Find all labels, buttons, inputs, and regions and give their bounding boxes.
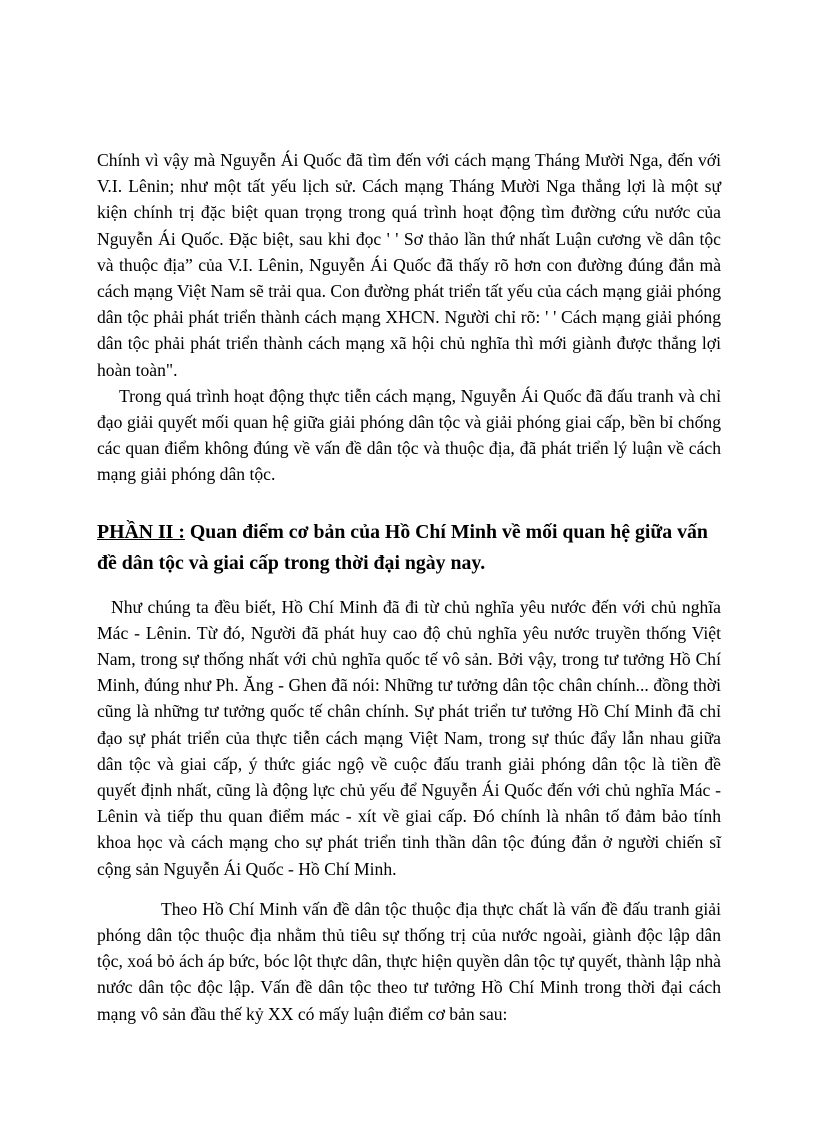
section-title: Quan điểm cơ bản của Hồ Chí Minh về mối quan hệ giữa vấn đề dân tộc và giai cấp trong thời đại ngày nay.	[97, 520, 708, 574]
paragraph-national-class-liberation: Trong quá trình hoạt động thực tiễn cách mạng, Nguyễn Ái Quốc đã đấu tranh và chỉ đạo giải quyết mối quan hệ giữa giải phóng dân tộc và giải phóng giai cấp, bền bỉ chống các quan điểm không đúng về vấn đề dân tộc và thuộc địa, đã phát triển lý luận về cách mạng giải phóng dân tộc.	[97, 385, 721, 485]
section-heading	[97, 517, 721, 579]
paragraph-lenin-october-revolution: Chính vì vậy mà Nguyễn Ái Quốc đã tìm đến với cách mạng Tháng Mười Nga, đến với V.I. Lênin; như một tất yếu lịch sử. Cách mạng Tháng Mười Nga thắng lợi là một sự kiện chính trị đặc biệt quan trọng trong quá trình hoạt động tìm đường cứu nước của Nguyễn Ái Quốc. Đặc biệt, sau khi đọc ' ' Sơ thảo lần thứ nhất Luận cương về dân tộc và thuộc địa” của V.I. Lênin, Nguyễn Ái Quốc đã thấy rõ hơn con đường đúng đắn mà cách mạng Việt Nam sẽ trải qua. Con đường phát triển tất yếu của cách mạng giải phóng dân tộc phải phát triển thành cách mạng XHCN. Người chỉ rõ: ' ' Cách mạng giải phóng dân tộc phải phát triển thành cách mạng xã hội chủ nghĩa thì mới giành được thắng lợi hoàn toàn".	[97, 150, 721, 380]
section-label: PHẦN II :	[97, 520, 185, 543]
paragraph-colonial-question: Theo Hồ Chí Minh vấn đề dân tộc thuộc địa thực chất là vấn đề đấu tranh giải phóng dân tộc thuộc địa nhằm thủ tiêu sự thống trị của nước ngoài, giành độc lập dân tộc, xoá bỏ ách áp bức, bóc lột thực dân, thực hiện quyền dân tộc tự quyết, thành lập nhà nước dân tộc độc lập. Vấn đề dân tộc theo tư tưởng Hồ Chí Minh trong thời đại cách mạng vô sản đầu thế kỷ XX có mấy luận điểm cơ bản sau:	[97, 898, 721, 1024]
paragraph-patriotism-marxism: Như chúng ta đều biết, Hồ Chí Minh đã đi từ chủ nghĩa yêu nước đến với chủ nghĩa Mác - Lênin. Từ đó, Người đã phát huy cao độ chủ nghĩa yêu nước truyền thống Việt Nam, trong sự thống nhất với chủ nghĩa quốc tế vô sản. Bởi vậy, trong tư tưởng Hồ Chí Minh, đúng như Ph. Ăng - Ghen đã nói: Những tư tưởng dân tộc chân chính... đồng thời cũng là những tư tưởng quốc tế chân chính. Sự phát triển tư tưởng Hồ Chí Minh đã chỉ đạo sự phát triển của thực tiễn cách mạng Việt Nam, trong sự thúc đẩy lẫn nhau giữa dân tộc và giai cấp, ý thức giác ngộ về cuộc đấu tranh giải phóng dân tộc là tiền đề quyết định nhất, cũng là động lực chủ yếu để Nguyễn Ái Quốc đến với chủ nghĩa Mác - Lênin và tiếp thu quan điểm mác - xít về giai cấp. Đó chính là nhân tố đảm bảo tính khoa học và cách mạng cho sự phát triển tinh thần dân tộc đúng đắn ở người chiến sĩ cộng sản Nguyễn Ái Quốc - Hồ Chí Minh.	[97, 596, 721, 879]
document-page	[97, 147, 721, 1027]
